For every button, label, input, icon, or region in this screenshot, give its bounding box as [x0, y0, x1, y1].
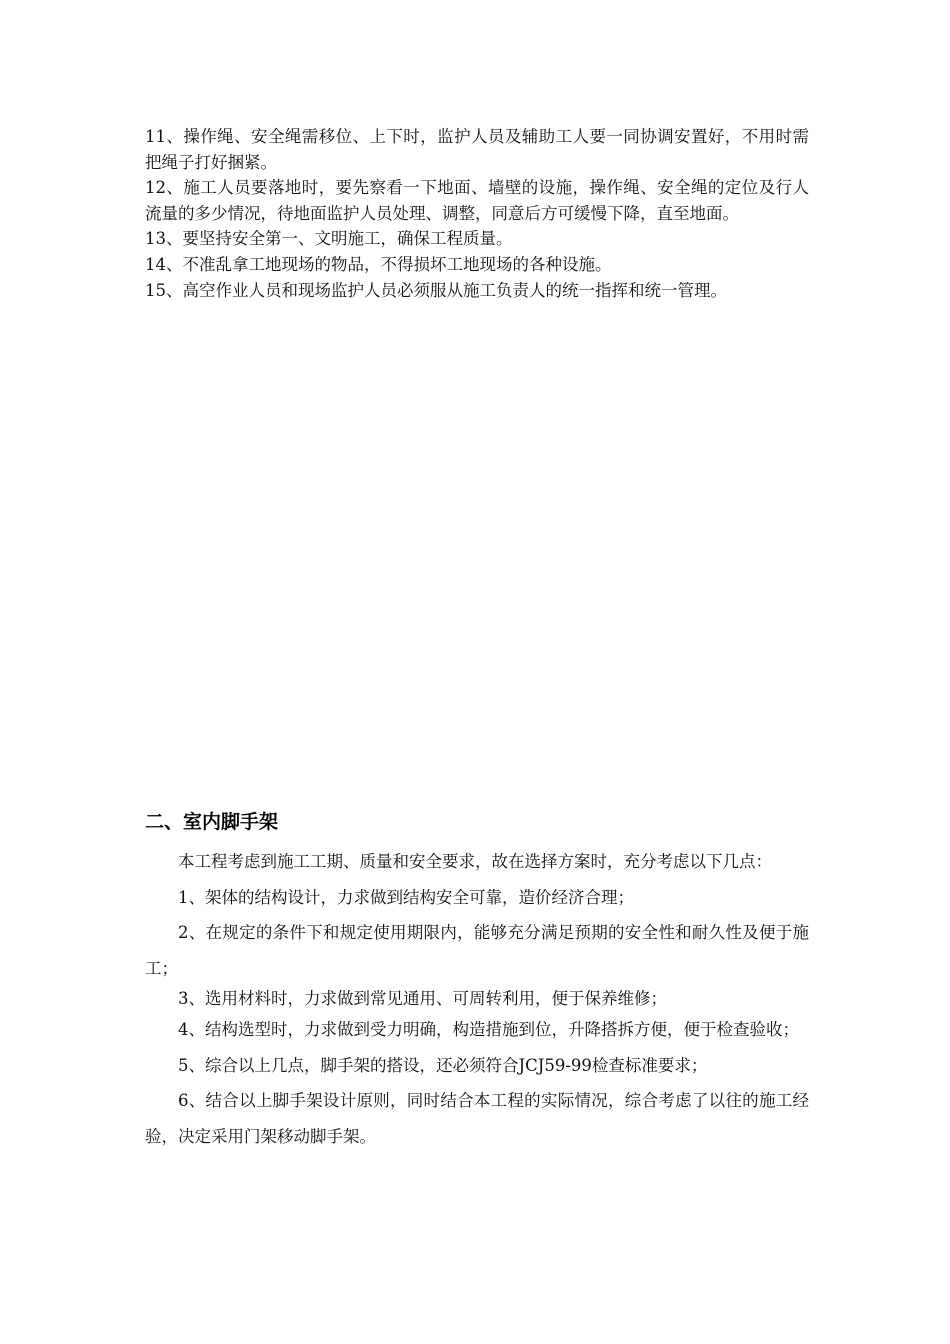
list-item: 13、要坚持安全第一、文明施工，确保工程质量。: [145, 229, 513, 249]
list-item: 3、选用材料时，力求做到常见通用、可周转利用，便于保养维修；: [178, 989, 667, 1008]
safety-rules-list: [145, 124, 809, 303]
list-item: 5、综合以上几点，脚手架的搭设，还必须符合JCJ59-99检查标准要求；: [178, 1055, 708, 1075]
list-item: 14、不准乱拿工地现场的物品，不得损坏工地现场的各种设施。: [145, 254, 612, 274]
section-title: 二、室内脚手架: [145, 811, 279, 833]
list-item: 1、架体的结构设计，力求做到结构安全可靠，造价经济合理；: [178, 887, 634, 907]
list-item: 4、结构选型时，力求做到受力明确，构造措施到位，升降搭拆方便，便于检查验收；: [178, 1020, 799, 1039]
list-item: 11、操作绳、安全绳需移位、上下时，监护人员及辅助工人要一同协调安置好，不用时需把绳子打好捆紧。: [145, 127, 809, 172]
list-item: 2、在规定的条件下和规定使用期限内，能够充分满足预期的安全性和耐久性及便于施工；: [145, 923, 809, 978]
list-item: 6、结合以上脚手架设计原则，同时结合本工程的实际情况，综合考虑了以往的施工经验，决定采用门架移动脚手架。: [145, 1091, 809, 1146]
section-body: [145, 844, 809, 1154]
list-item: 15、高空作业人员和现场监护人员必须服从施工负责人的统一指挥和统一管理。: [145, 280, 727, 300]
section-intro: 本工程考虑到施工工期、质量和安全要求，故在选择方案时，充分考虑以下几点：: [178, 852, 772, 871]
list-item: 12、施工人员要落地时，要先察看一下地面、墙壁的设施，操作绳、安全绳的定位及行人流量的多少情况，待地面监护人员处理、调整，同意后方可缓慢下降，直至地面。: [145, 178, 809, 223]
